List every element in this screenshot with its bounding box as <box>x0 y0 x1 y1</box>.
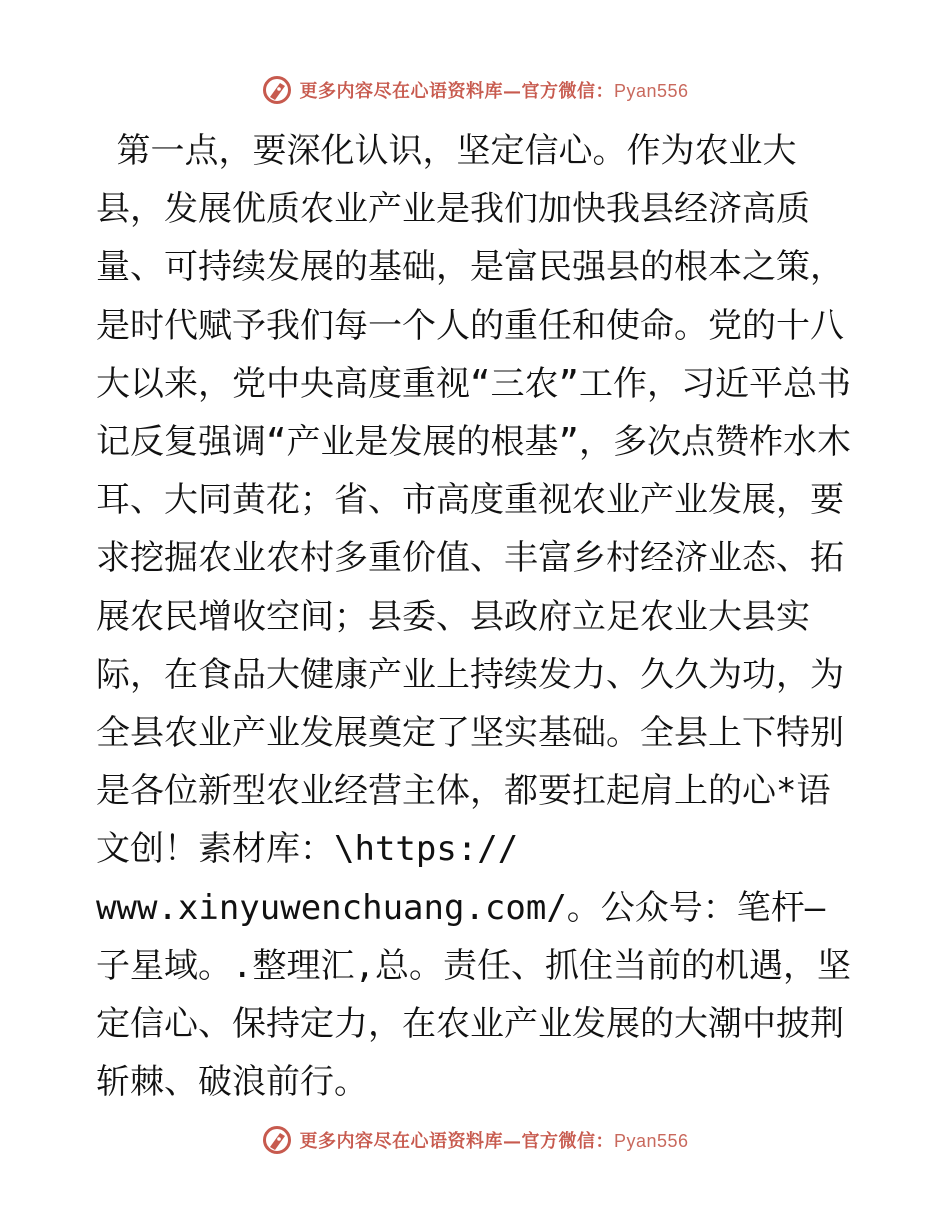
header-banner-text: 更多内容尽在心语资料库—官方微信：Pyan556 <box>299 81 689 102</box>
pen-nib-circle-icon <box>261 1124 293 1156</box>
wechat-handle: Pyan556 <box>613 81 689 101</box>
footer-banner <box>0 1120 950 1160</box>
body-paragraph: 第一点，要深化认识，坚定信心。作为农业大县，发展优质农业产业是我们加快我县经济高质量、可持续发展的基础，是富民强县的根本之策，是时代赋予我们每一个人的重任和使命。党的十八大以来，党中央高度重视“三农”工作，习近平总书记反复强调“产业是发展的根基”，多次点赞柞水木耳、大同黄花；省、市高度重视农业产业发展，要求挖掘农业农村多重价值、丰富乡村经济业态、拓展农民增收空间；县委、县政府立足农业大县实际，在食品大健康产业上持续发力、久久为功，为全县农业产业发展奠定了坚实基础。全县上下特别是各位新型农业经营主体，都要扛起肩上的心*语文创！素材库：\https:// www.xinyuwenchuang.com/。公众号：笔杆—子星域。.整理汇,总。责任、抓住当前的机遇，坚定信心、保持定力，在农业产业发展的大潮中披荆斩棘、破浪前行。 <box>96 131 851 1103</box>
header-banner <box>0 70 950 110</box>
footer-banner-text: 更多内容尽在心语资料库—官方微信：Pyan556 <box>299 1131 689 1152</box>
wechat-handle: Pyan556 <box>613 1131 689 1151</box>
pen-nib-circle-icon <box>261 74 293 106</box>
